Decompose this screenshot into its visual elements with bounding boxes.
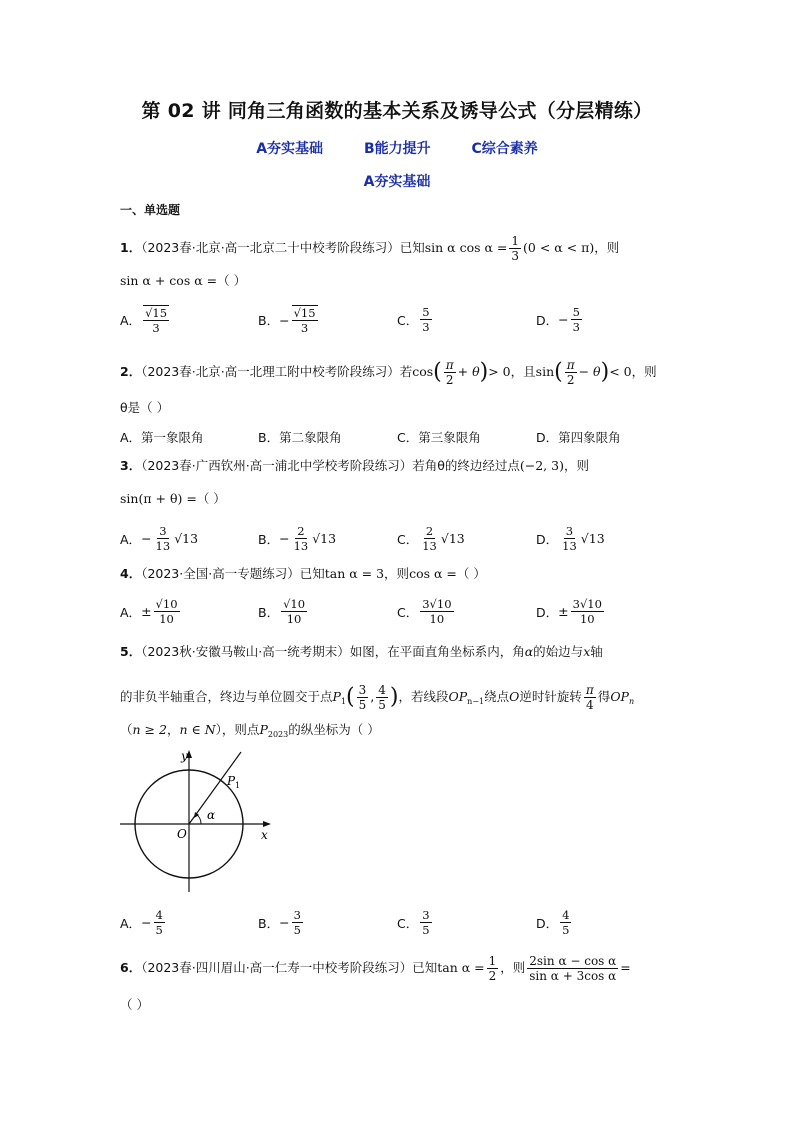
x-axis-arrow [263, 821, 271, 827]
q2-line2: θ是（ ） [120, 400, 170, 415]
page-title: 第 02 讲 同角三角函数的基本关系及诱导公式（分层精练） [141, 100, 653, 122]
q4-option-c[interactable]: C． $\frac{3√10}{10}$ [397, 597, 452, 626]
q3-point: (−2, 3) [519, 458, 564, 473]
q1-source: （2023春·北京·高一北京二十中校考阶段练习）已知 [141, 240, 425, 255]
q3-option-b[interactable]: B．− $\frac{2}{13}$ √13 [258, 524, 337, 553]
question-5: 5．（2023秋·安徽马鞍山·高一统考期末）如图，在平面直角坐标系内，角α的始边与x轴 [120, 644, 603, 659]
q1-expr: sin α cos α = [424, 240, 508, 255]
q5-option-c[interactable]: C． $\frac{3}{5}$ [397, 908, 430, 937]
q1-option-d[interactable]: D．− $\frac{5}{3}$ [536, 305, 580, 334]
q1-cond: (0 < α < π) [523, 240, 595, 255]
q2-option-c[interactable]: C．第三象限角 [397, 430, 481, 445]
level-tabs [0, 138, 794, 158]
fig-label-p: P [227, 774, 236, 788]
q3-option-a[interactable]: A．− $\frac{3}{13}$ √13 [120, 524, 199, 553]
question-3: 3．（2023春·广西钦州·高一浦北中学校考阶段练习）若角θ的终边经过点(−2, 3)，则 [120, 458, 589, 473]
fig-label-o: O [177, 827, 187, 841]
fig-label-alpha: α [207, 808, 216, 822]
question-6: 6．（2023春·四川眉山·高一仁寿一中校考阶段练习）已知tan α = $\frac{1}{2}$ ，则 $\frac{\text{2sin α − cos α}}{\text{sin α + 3cos α}}$ = [120, 954, 631, 983]
q2-option-b[interactable]: B．第二象限角 [258, 430, 342, 445]
q1-line2: sin α + cos α =（ ） [120, 273, 247, 288]
q2-option-a[interactable]: A．第一象限角 [120, 430, 204, 445]
tab-comprehensive[interactable]: C综合素养 [471, 141, 538, 157]
q4-option-d[interactable]: D．± $\frac{3√10}{10}$ [536, 597, 602, 626]
q4-option-b[interactable]: B． $\frac{√10}{10}$ [258, 597, 306, 626]
q2-cos: cos [412, 364, 434, 379]
q5-option-b[interactable]: B．− $\frac{3}{5}$ [258, 908, 301, 937]
section-heading: A夯实基础 [363, 174, 431, 190]
q3-option-c[interactable]: C． $\frac{2}{13}$ √13 [397, 524, 465, 553]
part-heading: 一、单选题 [120, 203, 181, 217]
fig-label-y: y [181, 749, 188, 763]
q4-option-a[interactable]: A．± $\frac{√10}{10}$ [120, 597, 178, 626]
q2-sin: sin [535, 364, 555, 379]
q1-frac: $\frac{1}{3}$ [511, 234, 520, 263]
q1-option-b[interactable]: B．− $\frac{√15}{3}$ [258, 306, 316, 335]
q2-option-d[interactable]: D．第四象限角 [536, 430, 621, 445]
question-1: 1．（2023春·北京·高一北京二十中校考阶段练习）已知sin α cos α = $\frac{1}{3}$ (0 < α < π)，则 [120, 234, 620, 263]
question-2: 2．（2023春·北京·高一北理工附中校考阶段练习）若cos( $\frac{\pi}{2}$ + θ)> 0，且sin( $\frac{\pi}{2}$ − θ)< 0，则 [120, 358, 657, 387]
unit-circle-figure [115, 742, 280, 894]
q3-line2: sin(π + θ) =（ ） [120, 491, 226, 506]
q3-option-d[interactable]: D． $\frac{3}{13}$ √13 [536, 524, 605, 553]
q5-line3: （n ≥ 2，n ∈ N），则点$P_{2023}$的纵坐标为（ ） [120, 722, 380, 739]
q1-number: 1． [120, 240, 142, 255]
fig-label-x: x [261, 828, 268, 842]
q5-option-a[interactable]: A．− $\frac{4}{5}$ [120, 908, 163, 937]
q5-option-d[interactable]: D． $\frac{4}{5}$ [536, 908, 570, 937]
q1-option-c[interactable]: C． $\frac{5}{3}$ [397, 305, 430, 334]
question-4: 4．（2023·全国·高一专题练习）已知tan α = 3，则cos α =（ ） [120, 566, 486, 581]
q6-line2: （ ） [120, 997, 149, 1012]
q5-line2: 的非负半轴重合，终边与单位圆交于点$P_1$( $\frac{3}{5}$ , $\frac{4}{5}$ )，若线段$OP_{n-1}$绕点O逆时针旋转 $\frac{\pi}{4}$ 得$OP_n$ [120, 683, 635, 712]
q1-option-a[interactable]: A． $\frac{√15}{3}$ [120, 306, 168, 335]
tab-basic[interactable]: A夯实基础 [256, 141, 324, 157]
fig-label-p-sub: 1 [235, 781, 241, 790]
tab-advanced[interactable]: B能力提升 [363, 141, 431, 157]
